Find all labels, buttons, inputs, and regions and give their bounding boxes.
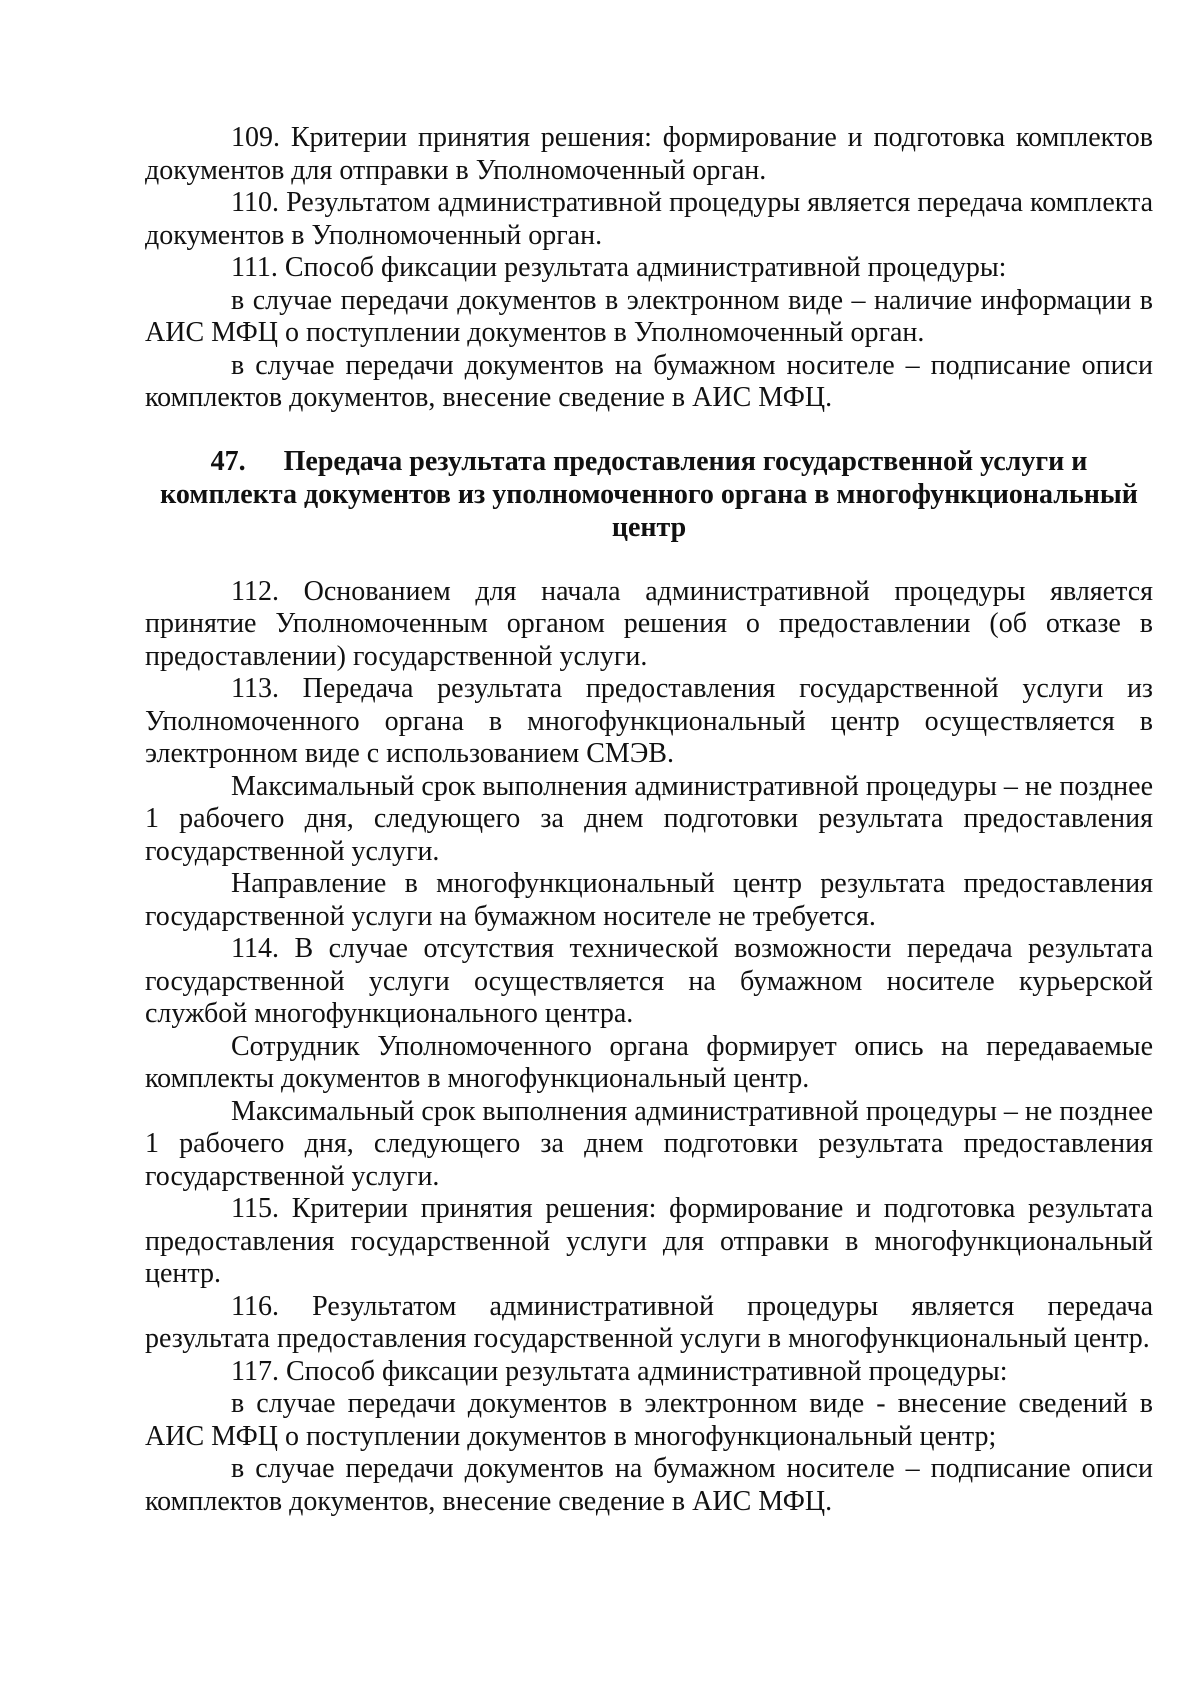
paragraph-116: 116. Результатом административной процедуры является передача результата предоставления государственной услуги в многофункциональный центр. [145,1290,1153,1354]
paragraph-111: 111. Способ фиксации результата административной процедуры: [231,252,1007,283]
paragraph-117-paper: в случае передачи документов на бумажном носителе – подписание описи комплектов документов, внесение сведение в АИС МФЦ. [145,1453,1153,1517]
paragraph-115: 115. Критерии принятия решения: формирование и подготовка результата предоставления государственной услуги для отправки в многофункциональный центр. [145,1193,1153,1289]
paragraph-109: 109. Критерии принятия решения: формирование и подготовка комплектов документов для отправки в Уполномоченный орган. [145,122,1153,186]
paragraph-114-deadline: Максимальный срок выполнения административной процедуры – не позднее 1 рабочего дня, следующего за днем подготовки результата предоставления государственной услуги. [145,1095,1153,1192]
section-heading [145,445,1153,544]
paragraph-111-paper: в случае передачи документов на бумажном носителе – подписание описи комплектов документов, внесение сведение в АИС МФЦ. [145,349,1153,413]
paragraph-111-electronic: в случае передачи документов в электронном виде – наличие информации в АИС МФЦ о поступлении документов в Уполномоченный орган. [145,284,1153,348]
paragraph-113-paper-not-required: Направление в многофункциональный центр результата предоставления государственной услуги на бумажном носителе не требуется. [145,868,1153,932]
paragraph-117: 117. Способ фиксации результата административной процедуры: [231,1355,1008,1387]
paragraph-113-deadline: Максимальный срок выполнения административной процедуры – не позднее 1 рабочего дня, следующего за днем подготовки результата предоставления государственной услуги. [145,770,1153,867]
paragraph-113: 113. Передача результата предоставления государственной услуги из Уполномоченного органа в многофункциональный центр осуществляется в электронном виде с использованием СМЭВ. [145,673,1153,769]
paragraph-117-electronic: в случае передачи документов в электронном виде - внесение сведений в АИС МФЦ о поступлении документов в многофункциональный центр; [145,1388,1153,1452]
paragraph-112: 112. Основанием для начала административной процедуры является принятие Уполномоченным органом решения о предоставлении (об отказе в предоставлении) государственной услуги. [145,575,1153,672]
section-title: Передача результата предоставления государственной услуги и комплекта документов из уполномоченного органа в многофункциональный центр [160,445,1138,543]
document-body [145,122,1153,1518]
paragraph-110: 110. Результатом административной процедуры является передача комплекта документов в Уполномоченный орган. [145,187,1153,251]
paragraph-114: 114. В случае отсутствия технической возможности передача результата государственной услуги осуществляется на бумажном носителе курьерской службой многофункционального центра. [145,933,1153,1029]
section-number: 47. [210,445,246,477]
paragraph-114-inventory: Сотрудник Уполномоченного органа формирует опись на передаваемые комплекты документов в многофункциональный центр. [145,1030,1153,1094]
